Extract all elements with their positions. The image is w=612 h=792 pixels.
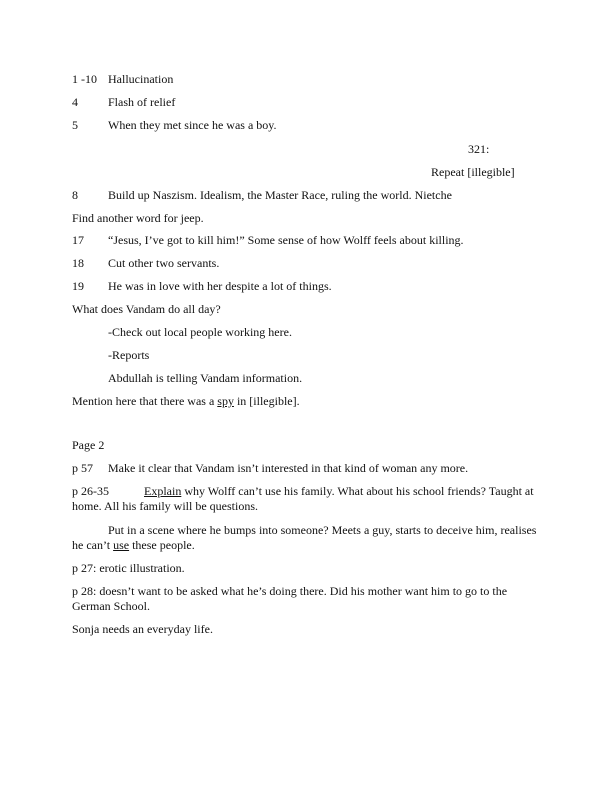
note-scene-cont: he can’t use these people. (72, 538, 195, 552)
note-p28-cont: German School. (72, 599, 150, 613)
note-abdullah: Abdullah is telling Vandam information. (108, 371, 303, 385)
note-p28: p 28: doesn’t want to be asked what he’s doing there. Did his mother want him to go to the (72, 584, 508, 598)
note-sonja: Sonja needs an everyday life. (72, 622, 213, 636)
underlined-use: use (113, 538, 130, 552)
note-bullet-check: -Check out local people working here. (108, 325, 292, 339)
note-spy: Mention here that there was a spy in [illegible]. (72, 394, 300, 408)
note-p26-35-cont: home. All his family will be questions. (72, 499, 258, 513)
note-jeep: Find another word for jeep. (72, 211, 204, 225)
note-p27: p 27: erotic illustration. (72, 561, 185, 575)
note-scene: Put in a scene where he bumps into someone? Meets a guy, starts to deceive him, realises (108, 523, 537, 537)
underlined-spy: spy (217, 394, 234, 408)
right-note-321: 321: (468, 142, 490, 156)
note-bullet-reports: -Reports (108, 348, 150, 362)
page-2-heading: Page 2 (72, 438, 105, 452)
right-note-repeat: Repeat [illegible] (431, 165, 515, 179)
note-question: What does Vandam do all day? (72, 302, 221, 316)
underlined-explain: Explain (144, 484, 182, 498)
